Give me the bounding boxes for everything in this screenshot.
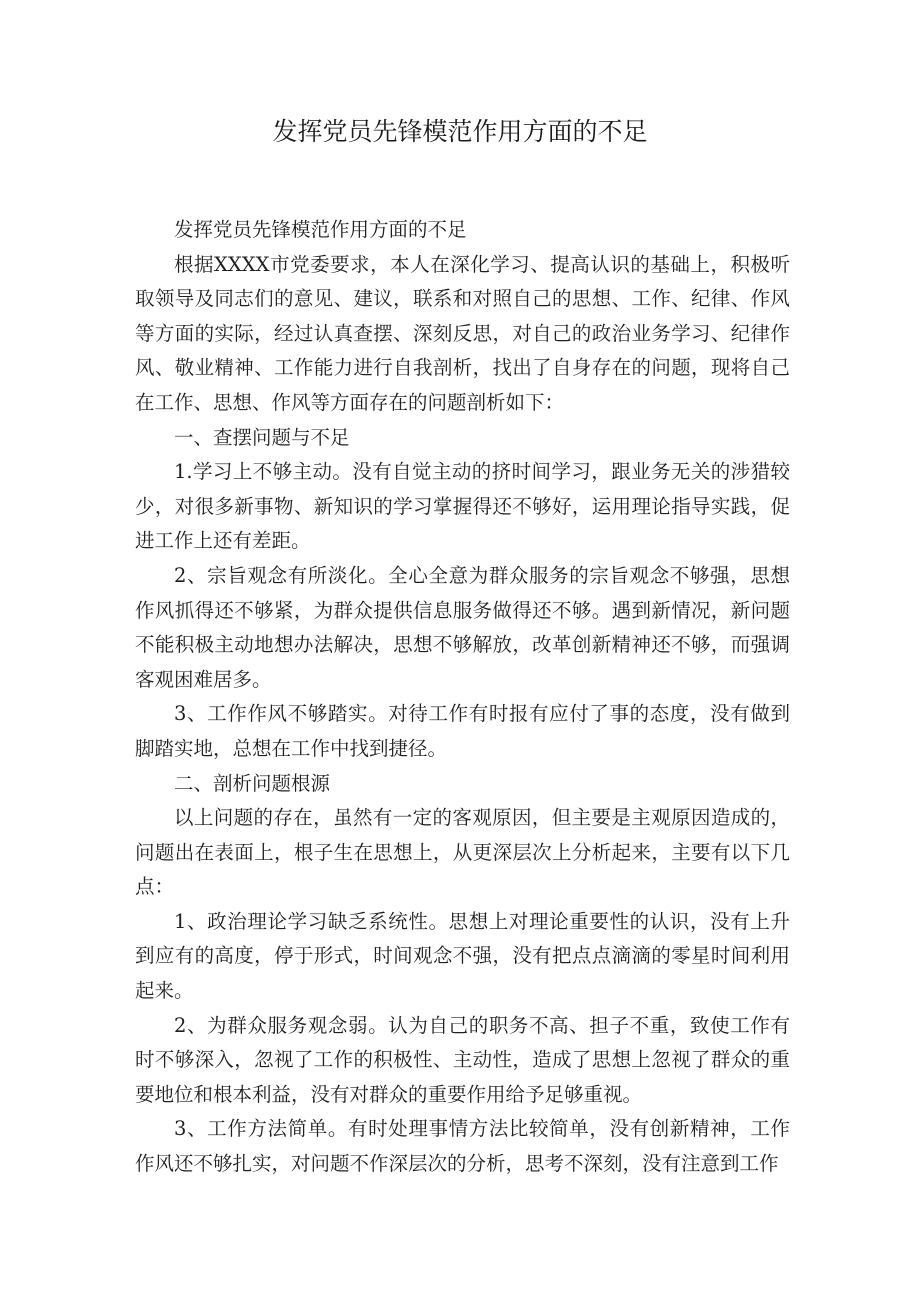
paragraph-problem-2: 2、宗旨观念有所淡化。全心全意为群众服务的宗旨观念不够强，思想作风抓得还不够紧，为群众提供信息服务做得还不够。遇到新情况，新问题不能积极主动地想办法解决，思想不够解放，改革创新精神还不够，而强调客观困难居多。 [135, 563, 790, 691]
section-heading-problems: 一、查摆问题与不足 [174, 425, 350, 449]
document-title: 发挥党员先锋模范作用方面的不足 [272, 117, 648, 146]
section-heading-causes: 二、剖析问题根源 [174, 771, 331, 795]
paragraph-problem-1: 1.学习上不够主动。没有自觉主动的挤时间学习，跟业务无关的涉猎较少，对很多新事物、新知识的学习掌握得还不够好，运用理论指导实践，促进工作上还有差距。 [135, 460, 790, 553]
paragraph-subtitle: 发挥党员先锋模范作用方面的不足 [174, 218, 467, 241]
paragraph-causes-intro: 以上问题的存在，虽然有一定的客观原因，但主要是主观原因造成的，问题出在表面上，根子生在思想上，从更深层次上分析起来，主要有以下几点： [135, 806, 790, 899]
paragraph-cause-1: 1、政治理论学习缺乏系统性。思想上对理论重要性的认识，没有上升到应有的高度，停于形式，时间观念不强，没有把点点滴滴的零星时间利用起来。 [135, 909, 790, 1003]
paragraph-intro: 根据XXXX市党委要求，本人在深化学习、提高认识的基础上，积极听取领导及同志们的意见、建议，联系和对照自己的思想、工作、纪律、作风等方面的实际，经过认真查摆、深刻反思，对自己的政治业务学习、纪律作风、敬业精神、工作能力进行自我剖析，找出了自身存在的问题，现将自己在工作、思想、作风等方面存在的问题剖析如下： [135, 252, 790, 414]
paragraph-cause-3: 3、工作方法简单。有时处理事情方法比较简单，没有创新精神，工作作风还不够扎实，对问题不作深层次的分析，思考不深刻，没有注意到工作 [135, 1117, 790, 1176]
paragraph-problem-3: 3、工作作风不够踏实。对待工作有时报有应付了事的态度，没有做到脚踏实地，总想在工作中找到捷径。 [135, 702, 790, 760]
document-body [135, 213, 790, 1182]
paragraph-cause-2: 2、为群众服务观念弱。认为自己的职务不高、担子不重，致使工作有时不够深入，忽视了工作的积极性、主动性，造成了思想上忽视了群众的重要地位和根本利益，没有对群众的重要作用给予足够重视。 [135, 1013, 790, 1106]
